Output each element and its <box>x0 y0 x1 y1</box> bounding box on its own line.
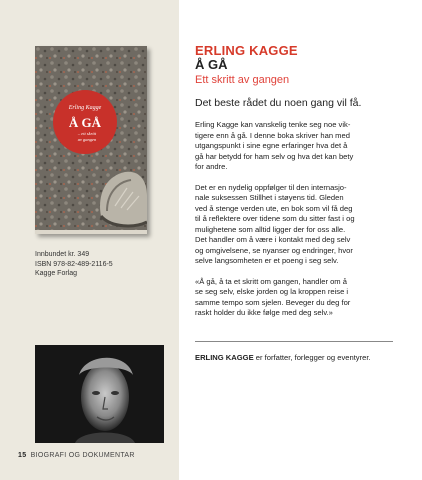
text-line: selve langsomheten er et poeng i seg selv. <box>195 256 339 265</box>
section-name: BIOGRAFI OG DOKUMENTAR <box>30 452 135 459</box>
text-line: raskt holder du ikke følge med deg selv.» <box>195 308 333 317</box>
divider <box>195 341 393 342</box>
text-line: utgangspunkt i sine egne erfaringer hva det å <box>195 141 348 150</box>
text-line: nale suksessen Stillhet i støyens tid. Gleden <box>195 193 344 202</box>
book-cover-image <box>35 46 147 234</box>
text-line: ved å stenge verden ute, en bok som vil få deg <box>195 203 353 213</box>
cover-subtitle: – ett skritt <box>77 131 97 136</box>
article-author: ERLING KAGGE <box>195 43 298 58</box>
text-line: Det er en nydelig oppfølger til den internasjo- <box>195 182 347 192</box>
paragraph-description <box>195 120 395 173</box>
text-line: gå har betydd for ham selv og hva det kan bety <box>195 151 354 161</box>
author-portrait <box>35 345 164 443</box>
book-publisher: Kagge Forlag <box>35 270 78 277</box>
cover-subtitle: av gangen <box>77 137 97 142</box>
text-line: samme tempo som sjelen. Beveger du deg for <box>195 297 351 307</box>
text-line: se seg selv, elske jorden og la kroppen reise i <box>195 287 349 296</box>
text-line: til å reflektere over tidene som du sitter fast i og <box>195 214 355 223</box>
cover-title: Å GÅ <box>68 115 102 130</box>
article-lead: Det beste rådet du noen gang vil få. <box>195 97 362 109</box>
author-bio <box>195 353 405 362</box>
paragraph-context <box>195 183 395 267</box>
book-format-price: Innbundet kr. 349 <box>35 251 90 258</box>
article-title: Å GÅ <box>195 57 228 72</box>
bio-text: er forfatter, forlegger og eventyrer. <box>253 353 371 362</box>
text-line: «Å gå, å ta et skritt om gangen, handler om å <box>195 276 347 286</box>
page-footer <box>18 452 135 459</box>
bio-name: ERLING KAGGE <box>195 353 254 362</box>
paragraph-quote <box>195 277 395 319</box>
text-line: for andre. <box>195 162 228 171</box>
text-line: tigere enn å gå. I denne boka skriver han med <box>195 130 350 140</box>
article-subtitle: Ett skritt av gangen <box>195 74 290 86</box>
text-line: og omgivelsene, se nyanser og endringer, hvor <box>195 245 353 255</box>
book-details <box>35 250 165 279</box>
text-line: mulighetene som alltid ligger der for oss alle. <box>195 224 346 234</box>
article <box>195 44 395 319</box>
text-line: Det handler om å være i kontakt med deg selv <box>195 235 351 244</box>
page-number: 15 <box>18 452 27 459</box>
book-isbn: ISBN 978-82-489-2116-5 <box>35 260 113 268</box>
text-line: Erling Kagge kan vanskelig tenke seg noe vik- <box>195 120 351 129</box>
cover-author: Erling Kagge <box>68 105 102 111</box>
